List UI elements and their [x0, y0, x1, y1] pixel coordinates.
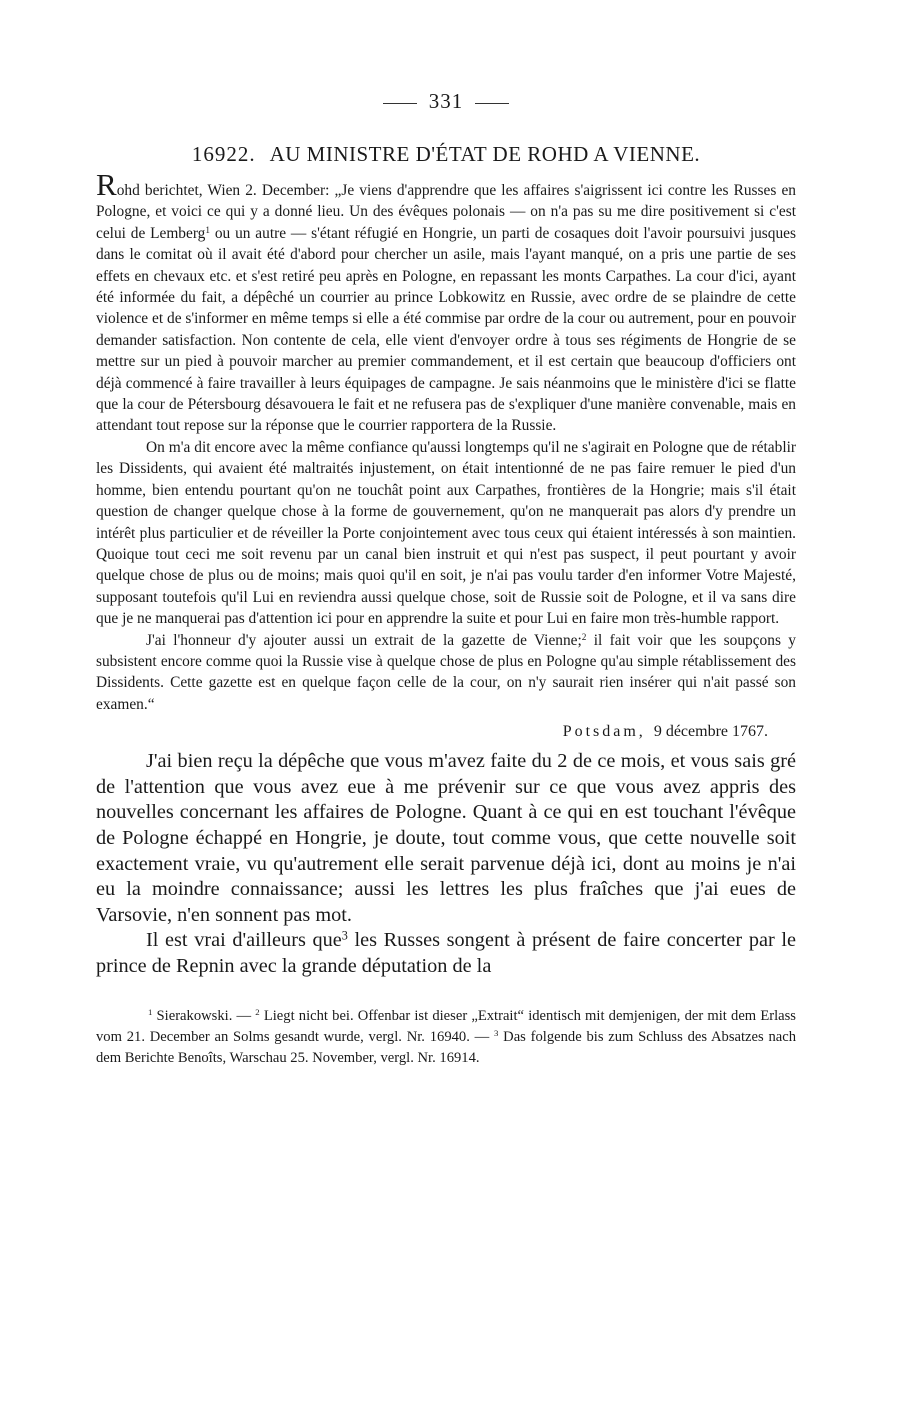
report-text-1a: ohd berichtet, Wien 2. December: „Je viens d'apprendre que les affaires s'aigrissent ici contre les Russes en Pologne, et voici ce qui y a donné lieu. Un des évêques polonais — on n'a pas su me dire positivement si c'est celui de Lemberg [96, 182, 796, 242]
dateline-place: Potsdam, [562, 723, 646, 741]
dateline [96, 719, 768, 745]
dateline-date: 9 décembre 1767. [653, 723, 768, 741]
footnote-ref-2: 2 [581, 631, 587, 642]
footnote-2: Liegt nicht bei. Offenbar ist dieser „Extrait“ identisch mit demjenigen, der mit dem Erlass vom 21. December an Solms gesandt wurde, vergl. Nr. 16940. — [96, 1007, 796, 1045]
body-paragraph-1: J'ai bien reçu la dépêche que vous m'avez faite du 2 de ce mois, et vous sais gré de l'attention que vous avez eue à me prévenir sur ce que vous avez appris des nouvelles concernant les affaires de Pologne. Quant à ce qui en est touchant l'évêque de Pologne échappé en Hongrie, je doute, tout comme vous, que cette nouvelle soit exactement vraie, vu qu'autrement elle serait parvenue déjà ici, dont au moins je n'ai eu la moindre connaissance; aussi les lettres les plus fraîches que j'ai eues de Varsovie, n'en sonnent pas mot. [96, 750, 796, 926]
footnote-3: Das folgende bis zum Schluss des Absatzes nach dem Berichte Benoîts, Warschau 25. November, vergl. Nr. 16914. [96, 1028, 796, 1066]
letter-title: AU MINISTRE D'ÉTAT DE ROHD A VIENNE. [269, 142, 701, 166]
letter-heading [96, 138, 796, 170]
body-paragraph-2 [96, 928, 796, 979]
quoted-report [96, 167, 796, 715]
report-paragraph-3 [96, 630, 796, 716]
header-rule-left [383, 103, 417, 104]
footnote-marker-1: 1 [148, 1006, 153, 1017]
body-text-2b: les Russes songent à présent de faire concerter par le prince de Repnin avec la grande députation de la [96, 929, 796, 977]
page-number-header [96, 86, 796, 116]
page-number: 331 [428, 89, 464, 113]
footnote-block [96, 1006, 796, 1069]
letter-body [96, 749, 796, 979]
report-text-3a: J'ai l'honneur d'y ajouter aussi un extrait de la gazette de Vienne; [146, 631, 582, 649]
header-rule-right [475, 103, 509, 104]
body-text-2a: Il est vrai d'ailleurs que [146, 929, 342, 952]
footnote-ref-1: 1 [205, 224, 211, 235]
footnote-marker-2: 2 [255, 1006, 260, 1017]
footnote-ref-3: 3 [341, 928, 348, 943]
report-paragraph-1 [96, 167, 796, 437]
drop-cap: R [96, 167, 117, 202]
footnote-marker-3: 3 [494, 1027, 499, 1038]
report-text-1b: ou un autre — s'étant réfugié en Hongrie, un parti de cosaques doit l'avoir poursuivi jusques dans le comitat où il avait été d'abord pour chercher un asile, mais l'ayant manqué, on a pris une partie de ses effets en chevaux etc. et s'est retiré peu après en Pologne, en repassant les monts Carpathes. La cour d'ici, ayant été informée du fait, a dépêché un courrier au prince Lobkowitz en Russie, avec ordre de se plaindre de cette violence et de s'informer en même temps si elle a été commise par ordre de la cour ou autrement, pour en pouvoir demander satisfaction. Non contente de cela, elle vient d'envoyer ordre à tous ses régiments de Hongrie de se mettre sur un pied à pouvoir marcher au premier commandement, et il est certain que beaucoup d'officiers ont déjà commencé à faire travailler à leurs équipages de campagne. Je sais néanmoins que le ministère d'ici se flatte que la cour de Pétersbourg désavouera le fait et ne refusera pas de s'expliquer d'une manière convenable, mais en attendant tout repose sur la réponse que le courrier rapportera de la Russie. [96, 224, 796, 435]
document-page [96, 86, 796, 1069]
footnotes [96, 1006, 796, 1069]
letter-number: 16922. [191, 142, 256, 166]
footnote-1: Sierakowski. — [152, 1007, 256, 1024]
report-paragraph-2: On m'a dit encore avec la même confiance qu'aussi longtemps qu'il ne s'agirait en Pologne que de rétablir les Dissidents, qui avaient été maltraités injustement, on était intentionné de ne pas faire remuer le pied d'un homme, bien entendu pourtant qu'on ne touchât point aux Carpathes, frontières de la Hongrie; mais s'il était question de changer quelque chose à la forme de gouvernement, qu'on ne manquerait pas alors d'y prendre un intérêt plus particulier et de réveiller la Porte conjointement avec tous ceux qui étaient intéressés à son maintien. Quoique tout ceci me soit revenu par un canal bien instruit et qui n'est pas suspect, il peut pourtant y avoir quelque chose de plus ou de moins; mais quoi qu'il en soit, je n'ai pas voulu tarder d'en informer Votre Majesté, supposant toutefois qu'il Lui en reviendra aussi quelque chose, soit de Russie soit de Pologne, et il va sans dire que je ne manquerai pas d'attention ici pour en apprendre la suite et pour Lui en faire mon très-humble rapport. [96, 438, 796, 628]
report-text-3b: il fait voir que les soupçons y subsistent encore comme quoi la Russie vise à quelque chose de plus en Pologne qu'au simple rétablissement des Dissidents. Cette gazette est en quelque façon celle de la cour, on n'y saurait rien insérer qui n'ait passé son examen.“ [96, 631, 796, 713]
